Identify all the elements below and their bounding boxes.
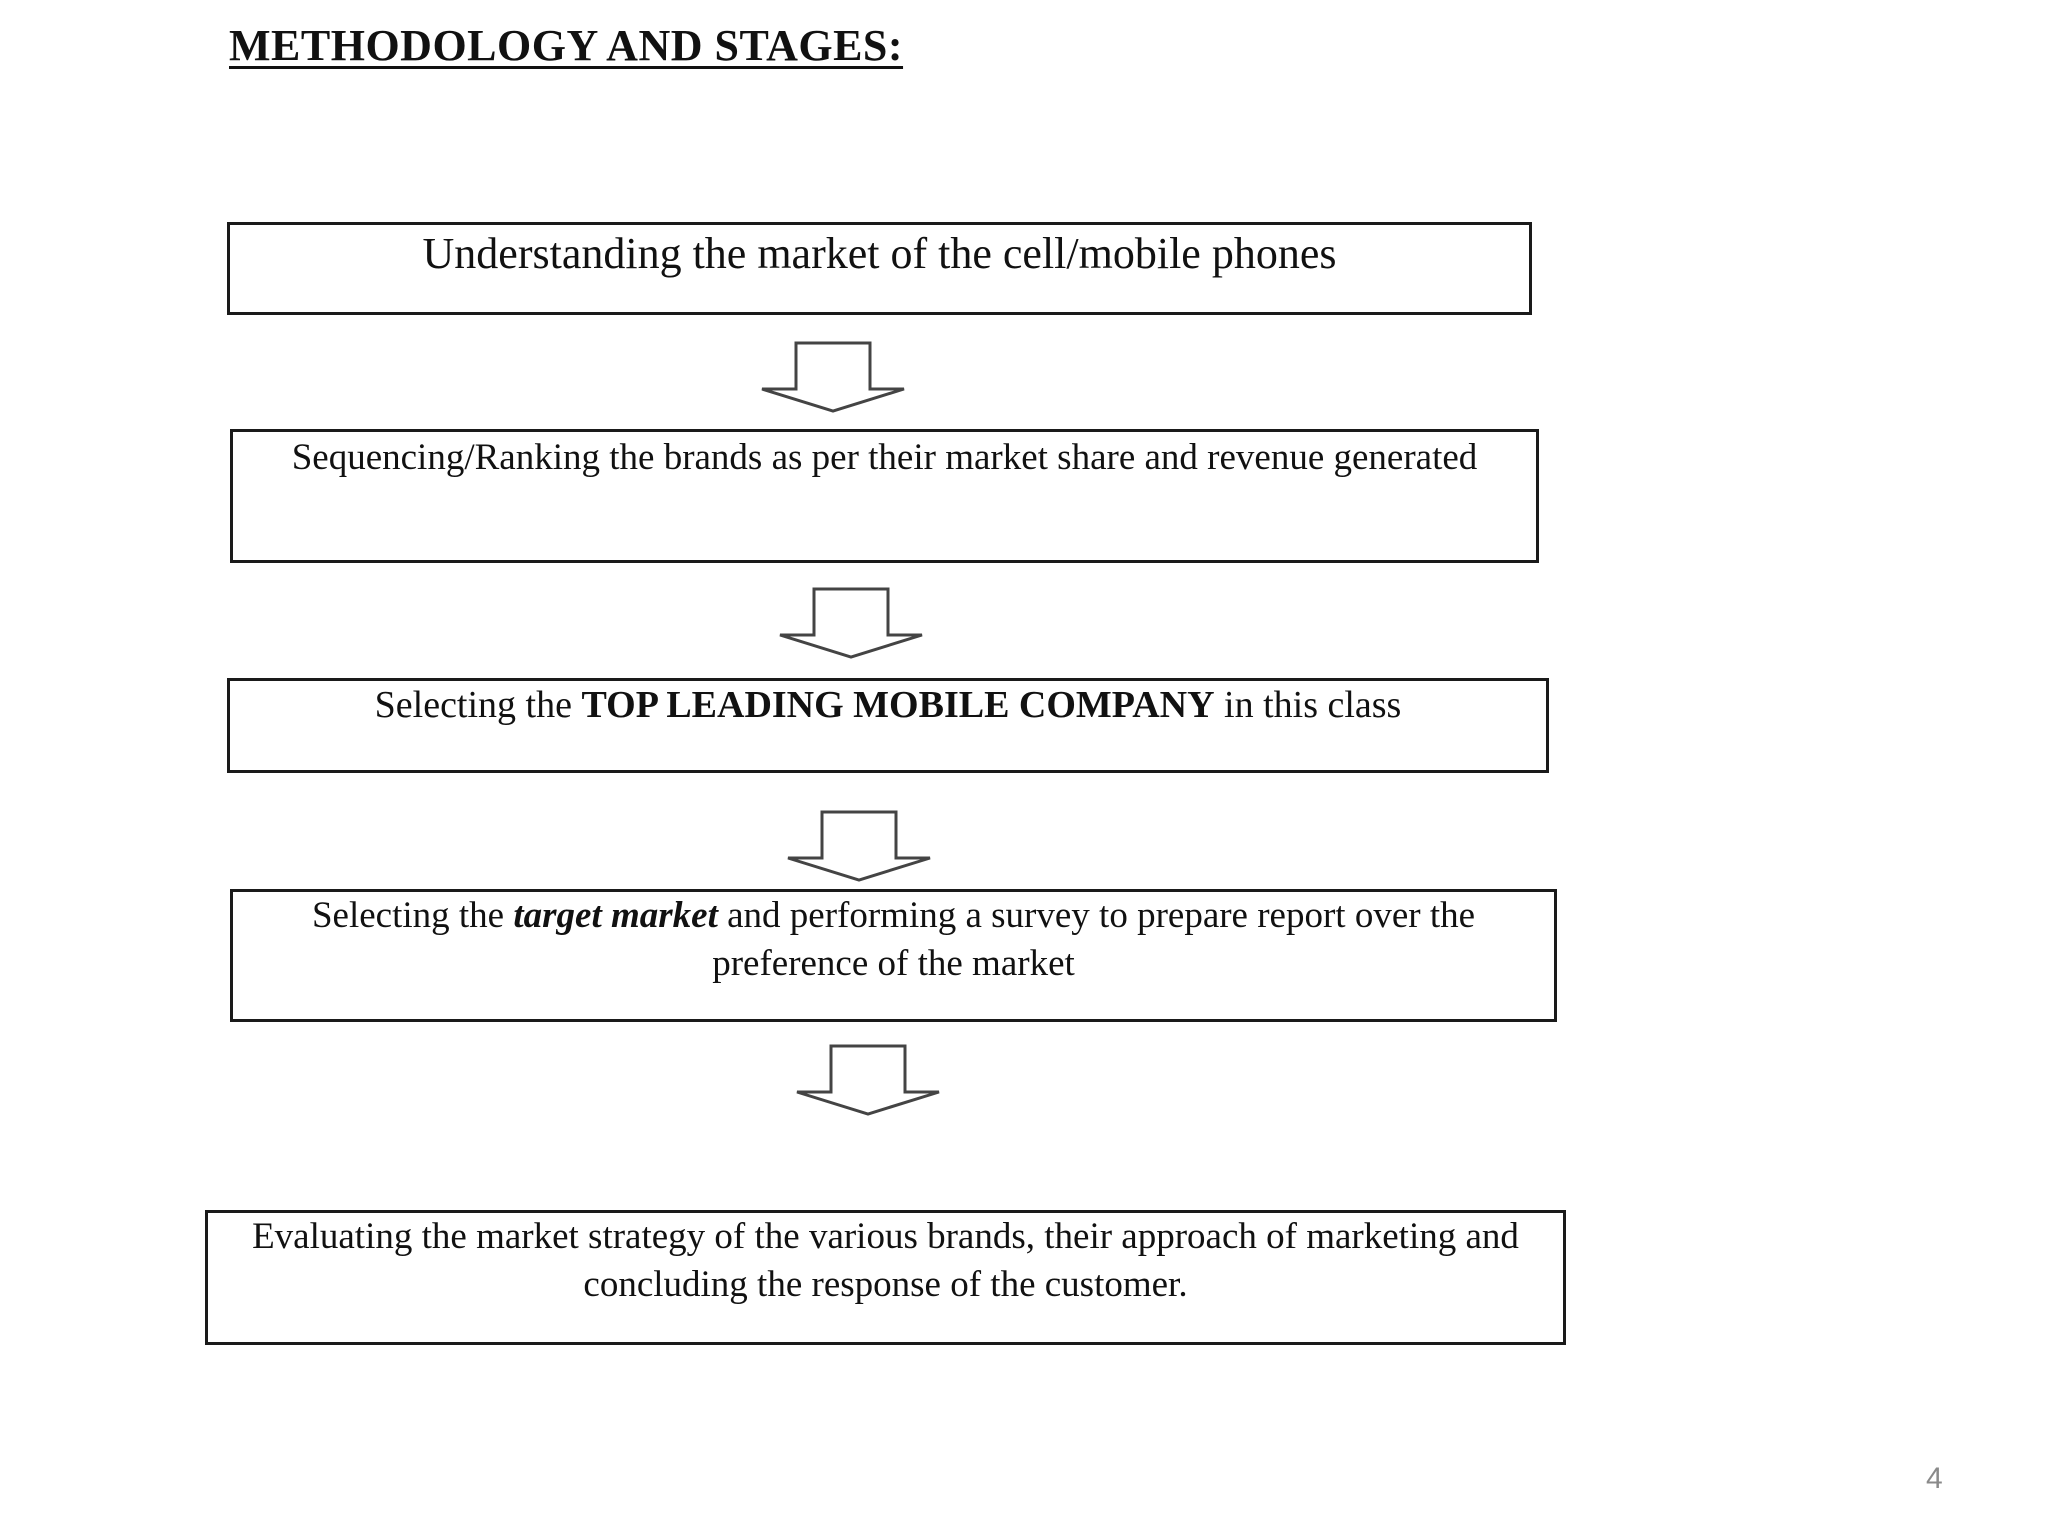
down-arrow-icon <box>793 1044 943 1116</box>
stage-5-part-1: Evaluating the market strategy of the various brands, their approach of marketing and concluding the response of the customer. <box>252 1216 1519 1306</box>
stage-box-3 <box>227 678 1549 773</box>
down-arrow-icon <box>758 341 908 413</box>
stage-3-part-3: in this class <box>1214 684 1402 726</box>
page-title: METHODOLOGY AND STAGES: <box>229 21 904 70</box>
stage-text-4 <box>233 892 1554 988</box>
stage-4-part-1: Selecting the <box>311 895 514 936</box>
stage-4-part-3: and performing a survey to prepare report over the preference of the market <box>712 895 1476 985</box>
stage-box-5 <box>205 1210 1566 1345</box>
page-number: 4 <box>1926 1462 1943 1495</box>
down-arrow-icon <box>776 587 926 659</box>
stage-3-part-1: Selecting the <box>374 684 582 726</box>
stage-text-5 <box>208 1213 1563 1309</box>
stage-box-4 <box>230 889 1557 1022</box>
down-arrow-icon <box>784 810 934 882</box>
stage-text-3 <box>230 681 1546 730</box>
stage-text-2 <box>233 432 1536 482</box>
stage-1-part-1: Understanding the market of the cell/mobile phones <box>422 229 1337 278</box>
stage-2-part-1: Sequencing/Ranking the brands as per their market share and revenue generated <box>291 437 1478 478</box>
stage-box-1 <box>227 222 1532 315</box>
stage-box-2 <box>230 429 1539 563</box>
stage-4-part-2: target market <box>513 895 718 936</box>
stage-3-part-2: TOP LEADING MOBILE COMPANY <box>581 684 1215 726</box>
stage-text-1 <box>230 225 1529 282</box>
